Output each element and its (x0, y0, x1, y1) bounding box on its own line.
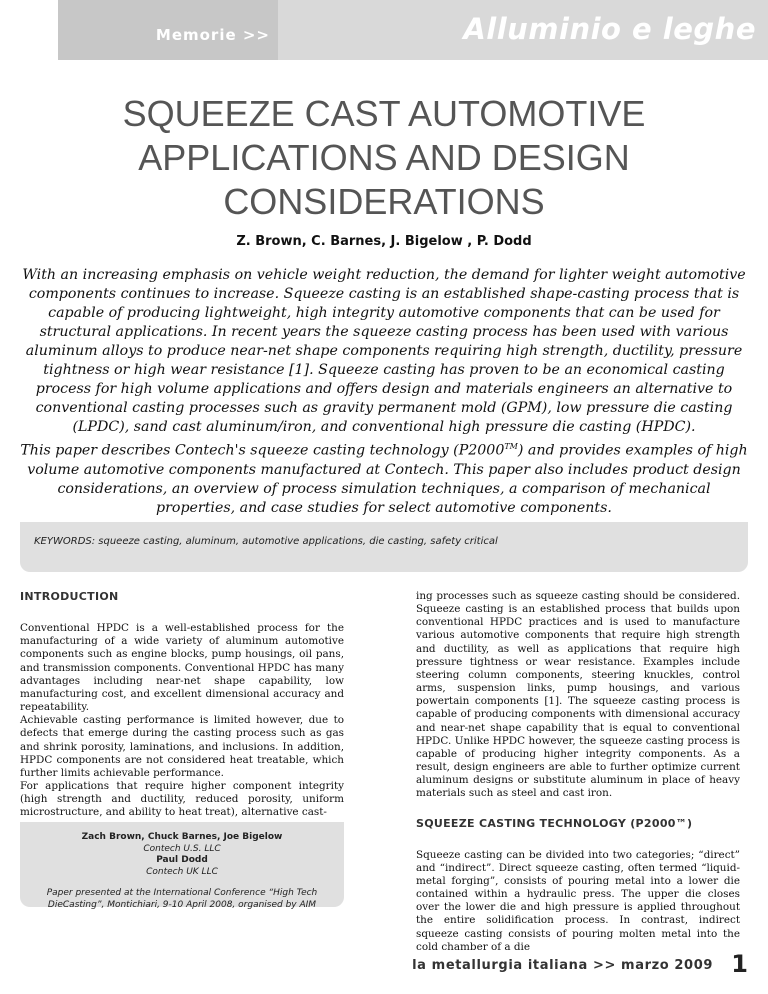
abstract (20, 266, 748, 518)
body-paragraph: Squeeze casting can be divided into two categories; “direct” and “indirect”. Direct squeeze casting, often termed “liquid-metal forging”, consists of pouring metal into a lower die contained within a hydraulic press. The upper die closes over the lower die and high pressure is applied throughout the entire solidification process. In contrast, indirect squeeze casting consists of pouring molten metal into the cold chamber of a die (416, 848, 740, 953)
page-number: 1 (731, 950, 748, 978)
abstract-paragraph: This paper describes Contech's squeeze casting technology (P2000™) and provides examples of high volume automotive components manufactured at Contech. This paper also includes product design considerations, an overview of process simulation techniques, a comparison of mechanical properties, and case studies for select automotive components. (20, 442, 748, 516)
section-label: Memorie >> (155, 26, 270, 44)
body-paragraph: ing processes such as squeeze casting should be considered. Squeeze casting is an established process that builds upon conventional HPDC practices and is used to manufacture various automotive components that require high strength and ductility, as well as applications that require high pressure tightness or wear resistance. Examples include steering column components, steering knuckles, control arms, suspension links, pump housings, and various powertain components [1]. The squeeze casting process is capable of producing components with dimensional accuracy and near-net shape capability that is equal to conventional HPDC. Unlike HPDC however, the squeeze casting process is capable of producing higher integrity components. As a result, design engineers are able to further optimize current aluminum designs or substitute aluminum in place of heavy materials such as steel and cast iron. (416, 590, 740, 800)
body-paragraph: For applications that require higher component integrity (high strength and ductility, reduced porosity, uniform microstructure, and ability to heat treat), alternative cast- (20, 780, 344, 819)
title-line: SQUEEZE CAST AUTOMOTIVE (122, 93, 646, 134)
body-paragraph: Achievable casting performance is limited however, due to defects that emerge during the casting process such as gas and shrink porosity, laminations, and inclusions. In addition, HPDC components are not considered heat treatable, which further limits achievable performance. (20, 714, 344, 779)
body-paragraph: Conventional HPDC is a well-established process for the manufacturing of a wide variety of aluminum automotive components such as engine blocks, pump housings, oil pans, and transmission components. Conventional HPDC has many advantages including near-net shape capability, low manufacturing cost, and excellent dimensional accuracy and repeatability. (20, 622, 344, 714)
topic-band (278, 0, 768, 60)
section-heading-introduction: INTRODUCTION (20, 590, 119, 603)
author-names: Paul Dodd (156, 855, 208, 865)
section-tab (58, 0, 278, 60)
authors: Z. Brown, C. Barnes, J. Bigelow , P. Dodd (236, 234, 532, 249)
right-column (416, 590, 740, 954)
journal-footer: la metallurgia italiana >> marzo 2009 (412, 958, 713, 973)
author-info-box (20, 822, 344, 910)
section-heading-technology: SQUEEZE CASTING TECHNOLOGY (P2000™) (416, 816, 693, 830)
page-header (0, 0, 768, 60)
paper-title (60, 92, 708, 224)
left-column (20, 590, 344, 820)
author-affiliation: Contech UK LLC (146, 866, 218, 877)
author-names: Zach Brown, Chuck Barnes, Joe Bigelow (81, 832, 283, 842)
conference-note: Paper presented at the International Conference “High Tech DieCasting”, Montichiari, 9-10 April 2008, organised by AIM (46, 888, 318, 910)
title-line: CONSIDERATIONS (223, 181, 545, 222)
keywords-box: KEYWORDS: squeeze casting, aluminum, automotive applications, die casting, safety critical (20, 522, 748, 572)
abstract-paragraph: With an increasing emphasis on vehicle weight reduction, the demand for lighter weight automotive components continues to increase. Squeeze casting is an established shape-casting process that is capable of producing lightweight, high integrity automotive components that can be used for structural applications. In recent years the squeeze casting process has been used with various aluminum alloys to produce near-net shape components requiring high strength, ductility, pressure tightness or high wear resistance [1]. Squeeze casting has proven to be an economical casting process for high volume applications and offers design and materials engineers an alternative to conventional casting processes such as gravity permanent mold (GPM), low pressure die casting (LPDC), sand cast aluminum/iron, and conventional high pressure die casting (HPDC). (22, 267, 746, 435)
author-affiliation: Contech U.S. LLC (143, 843, 221, 854)
topic-label: Alluminio e leghe (463, 12, 756, 46)
title-line: APPLICATIONS AND DESIGN (138, 137, 630, 178)
